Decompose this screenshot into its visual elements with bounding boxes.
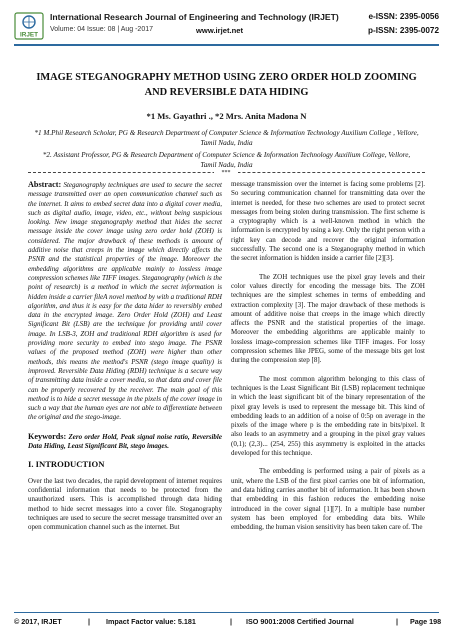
- header-divider: [14, 44, 439, 46]
- page-footer: © 2017, IRJET | Impact Factor value: 5.181 | ISO 9001:2008 Certified Journal | Page 198: [14, 617, 442, 626]
- right-column: [231, 180, 425, 541]
- footer-page-number: Page 198: [410, 617, 442, 626]
- footer-impact-factor: Impact Factor value: 5.181: [106, 617, 196, 626]
- separator-stars: ***: [214, 170, 238, 176]
- paper-authors: *1 Ms. Gayathri ., *2 Mrs. Anita Madona N: [146, 111, 307, 121]
- left-column: [28, 180, 222, 541]
- irjet-logo-icon: [14, 12, 44, 40]
- footer-iso: ISO 9001:2008 Certified Journal: [246, 617, 354, 626]
- body-paragraph-1: message transmission over the internet is facing some problems [2]. So securing communication channel for transmitting data over the internet is needed, for these two schemes are used to protect secret messages from being stolen during transmission. The first scheme is a cryptography which is a well-known method in which the information is encrypted by using a key. Only the right person with a right key can decode and recover the original information successfully. The second one is a Steganography method in which the secret information is hidden inside a carrier file [2][3].: [231, 180, 425, 263]
- keywords-body: Zero order Hold, Peak signal noise ratio, Reversible Data Hiding, Least Significant Bit, stego images.: [28, 432, 222, 451]
- p-issn: p-ISSN: 2395-0072: [368, 26, 439, 35]
- footer-divider: [14, 612, 439, 613]
- e-issn: e-ISSN: 2395-0056: [368, 12, 439, 21]
- keywords-label: Keywords:: [28, 431, 67, 441]
- introduction-paragraph: Over the last two decades, the rapid development of internet requires confidential information that needs to be protected from the unauthorized users. This is accomplished through data hiding method to hide secret messages into a cover file. Steganography techniques are used to secure the secret message transmitted over an open communication channel such as the internet. But: [28, 476, 222, 532]
- affiliation-2: *2. Assistant Professor, PG & Research Department of Computer Science & Information Technology Auxilium College, Vellore, Tamil Nadu, India: [42, 151, 411, 169]
- journal-website: www.irjet.net: [196, 26, 243, 35]
- body-paragraph-3: The most common algorithm belonging to this class of techniques is the Least Significant Bit (LSB) replacement technique in which the least significant bit of the binary representation of the pixel gray levels is used to represent the message bit. This kind of embedding leads to an addition of a noise of 0:5p on average in the pixels of the image where p is the embedding rate in bits/pixel. It also leads to an asymmetry and a grouping in the pixel gray values (0,1); (2,3)... (254, 255) this asymmetry is exploited in the attacks developed for this technique.: [231, 374, 425, 458]
- body-paragraph-2: The ZOH techniques use the pixel gray levels and their color values directly for encoding the message bits. The ZOH techniques are the simplest schemes in terms of embedding and extraction complexity [3]. The major drawback of these methods is amount of additive noise that creeps in the image which directly affects the PSNR and the statistical properties of the image. Moreover the embedding algorithms are applicable mainly to lossless image-compression schemes like TIFF images. For lossy compression schemes like JPEG, some of the message bits get lost during the compression step [8].: [231, 272, 425, 365]
- paper-title: IMAGE STEGANOGRAPHY METHOD USING ZERO ORDER HOLD ZOOMING AND REVERSIBLE DATA HIDING: [36, 72, 417, 98]
- journal-header: [14, 12, 439, 42]
- introduction-heading: I. INTRODUCTION: [28, 459, 105, 470]
- abstract-body: Steganography techniques are used to secure the secret message transmitted over an open communication channel such as the internet. It aims to embed secret data into a digital cover media, such as digital audio, image, video, etc., without being suspicious looking. New image steganography method that hides the secret message inside the cover image using zero order hold (ZOH) is considered. The major drawback of these methods is amount of additive noise that creeps in the image which directly affects the PSNR and the statistical properties of the image. Moreover the embedding algorithms are applicable mainly to lossless image compression schemes like TIFF images. Steganography (which is the point of research) is a method in which the secret information is hidden inside a carrier fileA novel method by with a traditional RDH algorithm, and thus it is easy for the data hider to reversibly embed data in the encrypted image. Zero Order Hold (ZOH) and Least Significant Bit (LSB) are the technique for providing until cover image. In LSB-3, ZOH and traditional RDH algorithm is used for providing more security to embed into stego image. The PSNR values of the proposed method (ZOH) were higher than other methods, this means the method's PSNR (stego image quality) is improved. Reversible Data Hiding (RDH) technique is a secure way of transmitting data inside a cover media, so that data and cover file can be properly recovered by the receiver. The main goal of this method is to hide a secret message in the pixels of the cover image in such a way that the human eyes are not able to differentiate between the original and the stego-image.: [28, 181, 222, 422]
- volume-issue: Volume: 04 Issue: 08 | Aug -2017: [50, 26, 154, 33]
- footer-copyright: © 2017, IRJET: [14, 617, 62, 626]
- abstract: [28, 180, 222, 423]
- keywords: [28, 432, 222, 452]
- abstract-label: Abstract:: [28, 180, 62, 189]
- journal-title: International Research Journal of Engineering and Technology (IRJET): [50, 12, 339, 22]
- affiliation-1: *1 M.Phil Research Scholar, PG & Research Department of Computer Science & Information Technology Auxilium College , Vellore, Tamil Nadu, India: [34, 129, 419, 147]
- body-paragraph-4: The embedding is performed using a pair of pixels as a unit, where the LSB of the first pixel carries one bit of information, and data hiding carries another bit of information. It has been shown that embedding in this fashion reduces the embedding noise introduced in the cover signal [1][7]. In a multiple base number system has been employed for embedding data bits. While embedding, the human vision sensitivity has been taken care of. The: [231, 467, 425, 532]
- logo-text: IRJET: [19, 31, 39, 39]
